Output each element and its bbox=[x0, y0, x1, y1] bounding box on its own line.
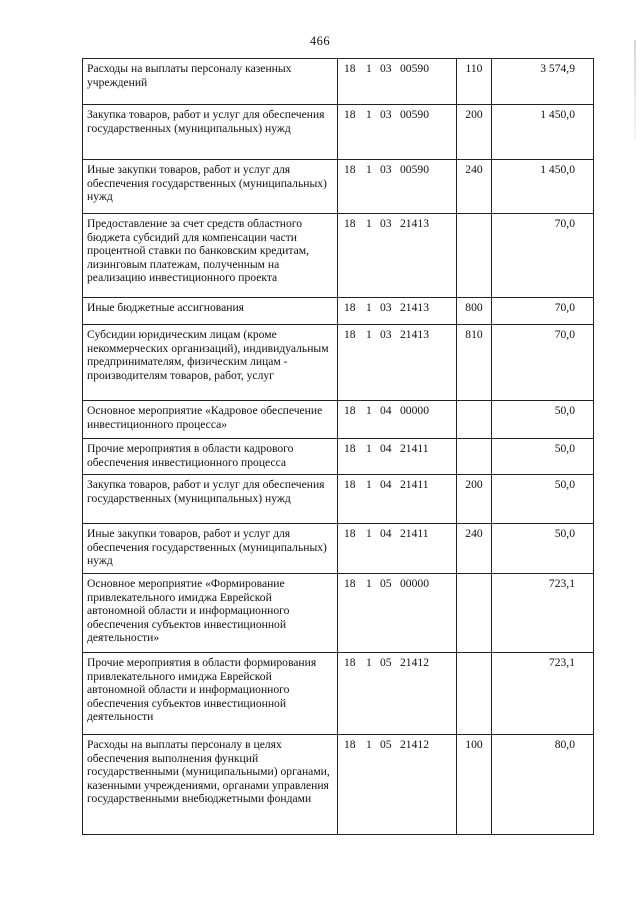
code-om: 04 bbox=[380, 404, 392, 417]
code-om: 04 bbox=[380, 442, 392, 455]
code-gp: 18 bbox=[344, 217, 356, 230]
code-vr bbox=[457, 439, 492, 475]
row-sum: 70,0 bbox=[492, 298, 594, 325]
row-sum: 723,1 bbox=[492, 653, 594, 735]
table-row bbox=[83, 401, 594, 439]
code-vr bbox=[457, 653, 492, 735]
code-om: 05 bbox=[380, 577, 392, 590]
row-codes bbox=[338, 574, 457, 653]
code-dir: 00590 bbox=[400, 108, 429, 121]
code-vr bbox=[457, 574, 492, 653]
code-dir: 21411 bbox=[400, 442, 429, 455]
page-number: 466 bbox=[309, 34, 331, 48]
code-dir: 21412 bbox=[400, 656, 429, 669]
table-row bbox=[83, 439, 594, 475]
code-vr: 200 bbox=[457, 105, 492, 160]
code-vr bbox=[457, 401, 492, 439]
code-pp: 1 bbox=[366, 217, 372, 230]
row-sum: 50,0 bbox=[492, 475, 594, 524]
budget-table bbox=[82, 58, 594, 835]
row-codes bbox=[338, 401, 457, 439]
code-gp: 18 bbox=[344, 738, 356, 751]
code-pp: 1 bbox=[366, 577, 372, 590]
code-vr: 240 bbox=[457, 160, 492, 214]
code-gp: 18 bbox=[344, 442, 356, 455]
table-row bbox=[83, 325, 594, 401]
row-codes bbox=[338, 325, 457, 401]
row-sum: 70,0 bbox=[492, 325, 594, 401]
code-dir: 00000 bbox=[400, 404, 429, 417]
code-om: 03 bbox=[380, 62, 392, 75]
code-vr: 240 bbox=[457, 524, 492, 574]
table-row bbox=[83, 105, 594, 160]
code-om: 05 bbox=[380, 738, 392, 751]
table-row bbox=[83, 214, 594, 298]
row-codes bbox=[338, 59, 457, 105]
row-sum: 723,1 bbox=[492, 574, 594, 653]
row-sum: 50,0 bbox=[492, 439, 594, 475]
row-codes bbox=[338, 105, 457, 160]
code-om: 03 bbox=[380, 163, 392, 176]
row-name: Прочие мероприятия в области формирования привлекательного имиджа Еврейской автономной области и информационного обеспечения субъектов инвестиционной деятельности bbox=[83, 653, 338, 735]
code-gp: 18 bbox=[344, 577, 356, 590]
code-gp: 18 bbox=[344, 656, 356, 669]
row-name: Иные бюджетные ассигнования bbox=[83, 298, 338, 325]
table-row bbox=[83, 524, 594, 574]
code-pp: 1 bbox=[366, 738, 372, 751]
row-sum: 3 574,9 bbox=[492, 59, 594, 105]
row-codes bbox=[338, 439, 457, 475]
row-name: Расходы на выплаты персоналу казенных учреждений bbox=[83, 59, 338, 105]
code-gp: 18 bbox=[344, 62, 356, 75]
row-name: Основное мероприятие «Кадровое обеспечение инвестиционного процесса» bbox=[83, 401, 338, 439]
code-dir: 21411 bbox=[400, 478, 429, 491]
row-sum: 50,0 bbox=[492, 401, 594, 439]
table-row bbox=[83, 574, 594, 653]
row-name: Предоставление за счет средств областного бюджета субсидий для компенсации части процентной ставки по банковским кредитам, лизинговым платежам, полученным на реализацию инвестиционного проекта bbox=[83, 214, 338, 298]
row-sum: 1 450,0 bbox=[492, 160, 594, 214]
code-om: 03 bbox=[380, 217, 392, 230]
code-gp: 18 bbox=[344, 527, 356, 540]
code-om: 04 bbox=[380, 527, 392, 540]
code-om: 03 bbox=[380, 108, 392, 121]
code-dir: 00000 bbox=[400, 577, 429, 590]
code-gp: 18 bbox=[344, 478, 356, 491]
row-codes bbox=[338, 524, 457, 574]
code-gp: 18 bbox=[344, 404, 356, 417]
code-vr: 800 bbox=[457, 298, 492, 325]
row-sum: 1 450,0 bbox=[492, 105, 594, 160]
row-codes bbox=[338, 298, 457, 325]
code-dir: 21411 bbox=[400, 527, 429, 540]
code-om: 05 bbox=[380, 656, 392, 669]
row-name: Закупка товаров, работ и услуг для обеспечения государственных (муниципальных) нужд bbox=[83, 105, 338, 160]
code-vr bbox=[457, 214, 492, 298]
code-gp: 18 bbox=[344, 301, 356, 314]
code-pp: 1 bbox=[366, 301, 372, 314]
code-vr: 810 bbox=[457, 325, 492, 401]
row-name: Основное мероприятие «Формирование привлекательного имиджа Еврейской автономной области и информационного обеспечения субъектов инвестиционной деятельности» bbox=[83, 574, 338, 653]
row-name: Закупка товаров, работ и услуг для обеспечения государственных (муниципальных) нужд bbox=[83, 475, 338, 524]
row-name: Иные закупки товаров, работ и услуг для обеспечения государственных (муниципальных) нужд bbox=[83, 160, 338, 214]
code-pp: 1 bbox=[366, 478, 372, 491]
code-om: 04 bbox=[380, 478, 392, 491]
code-dir: 00590 bbox=[400, 62, 429, 75]
code-pp: 1 bbox=[366, 62, 372, 75]
code-pp: 1 bbox=[366, 527, 372, 540]
scan-edge-shadow bbox=[634, 40, 636, 140]
code-om: 03 bbox=[380, 301, 392, 314]
code-pp: 1 bbox=[366, 656, 372, 669]
code-pp: 1 bbox=[366, 442, 372, 455]
row-codes bbox=[338, 475, 457, 524]
row-codes bbox=[338, 653, 457, 735]
code-pp: 1 bbox=[366, 328, 372, 341]
code-om: 03 bbox=[380, 328, 392, 341]
code-gp: 18 bbox=[344, 108, 356, 121]
code-dir: 21413 bbox=[400, 217, 429, 230]
table-row bbox=[83, 735, 594, 835]
code-vr: 110 bbox=[457, 59, 492, 105]
table-row bbox=[83, 475, 594, 524]
row-codes bbox=[338, 214, 457, 298]
code-pp: 1 bbox=[366, 404, 372, 417]
table-row bbox=[83, 298, 594, 325]
row-sum: 50,0 bbox=[492, 524, 594, 574]
table-row bbox=[83, 653, 594, 735]
table-row bbox=[83, 59, 594, 105]
code-gp: 18 bbox=[344, 163, 356, 176]
row-name: Прочие мероприятия в области кадрового обеспечения инвестиционного процесса bbox=[83, 439, 338, 475]
row-sum: 70,0 bbox=[492, 214, 594, 298]
row-name: Иные закупки товаров, работ и услуг для обеспечения государственных (муниципальных) нужд bbox=[83, 524, 338, 574]
row-codes bbox=[338, 160, 457, 214]
code-dir: 21412 bbox=[400, 738, 429, 751]
row-name: Расходы на выплаты персоналу в целях обеспечения выполнения функций государственными (муниципальными) органами, казенными учреждениями, органами управления государственными внебюджетными фондами bbox=[83, 735, 338, 835]
code-vr: 100 bbox=[457, 735, 492, 835]
code-dir: 00590 bbox=[400, 163, 429, 176]
code-pp: 1 bbox=[366, 163, 372, 176]
code-vr: 200 bbox=[457, 475, 492, 524]
code-dir: 21413 bbox=[400, 328, 429, 341]
code-pp: 1 bbox=[366, 108, 372, 121]
code-dir: 21413 bbox=[400, 301, 429, 314]
code-gp: 18 bbox=[344, 328, 356, 341]
row-sum: 80,0 bbox=[492, 735, 594, 835]
row-name: Субсидии юридическим лицам (кроме некоммерческих организаций), индивидуальным предпринимателям, физическим лицам - производителям товаров, работ, услуг bbox=[83, 325, 338, 401]
table-row bbox=[83, 160, 594, 214]
row-codes bbox=[338, 735, 457, 835]
